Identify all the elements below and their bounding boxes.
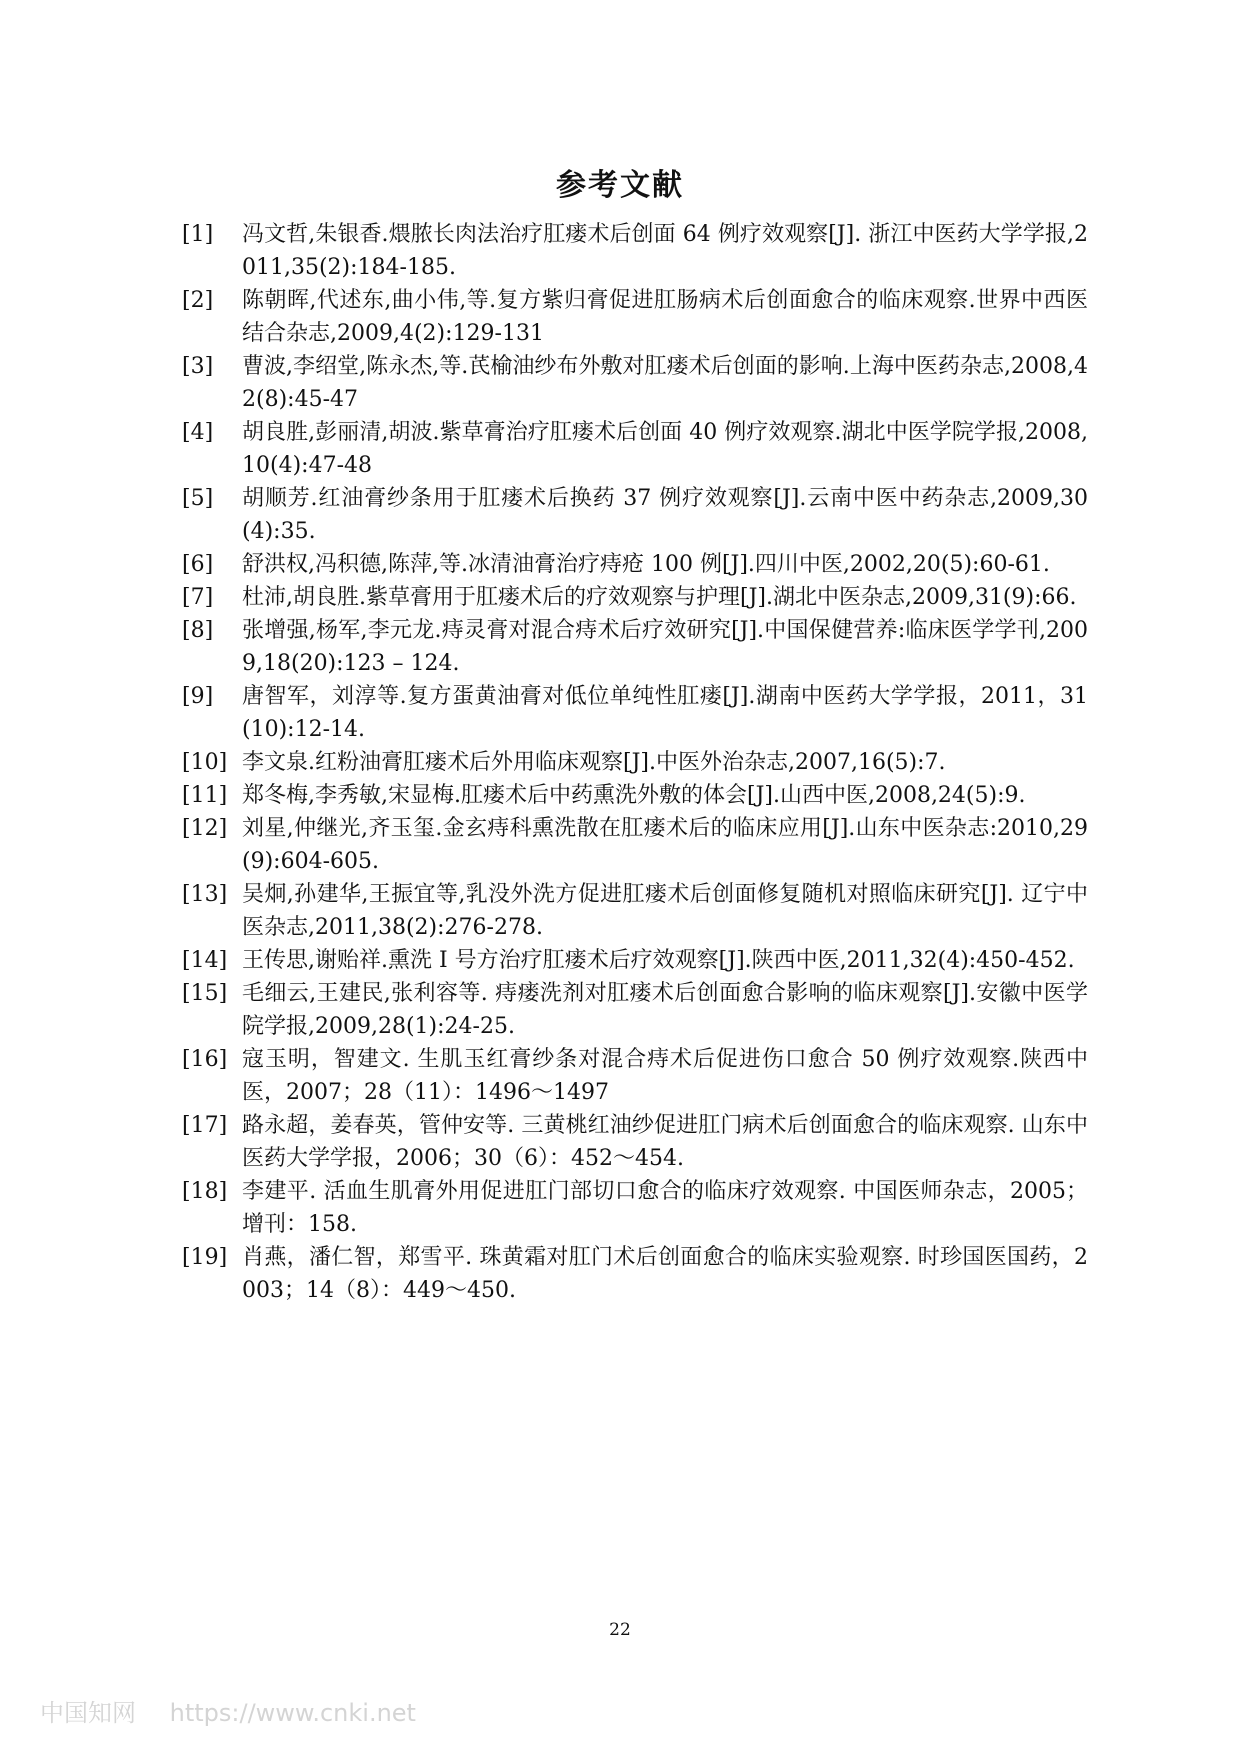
reference-text: 陈朝晖,代述东,曲小伟,等.复方紫归膏促进肛肠病术后创面愈合的临床观察.世界中西医结合杂志,2009,4(2):129-131	[242, 288, 1088, 346]
reference-number: [2]	[182, 288, 214, 313]
reference-text: 吴炯,孙建华,王振宜等,乳没外洗方促进肛瘘术后创面修复随机对照临床研究[J]. 辽宁中医杂志,2011,38(2):276-278.	[242, 882, 1088, 940]
reference-number: [9]	[182, 684, 214, 709]
reference-number: [7]	[182, 585, 214, 610]
reference-text: 曹波,李绍堂,陈永杰,等.芪榆油纱布外敷对肛瘘术后创面的影响.上海中医药杂志,2008,42(8):45-47	[242, 354, 1088, 412]
page-number: 22	[609, 1620, 631, 1640]
reference-text: 郑冬梅,李秀敏,宋显梅.肛瘘术后中药熏洗外敷的体会[J].山西中医,2008,24(5):9.	[242, 783, 1026, 808]
reference-number: [10]	[182, 750, 228, 775]
reference-text: 李文泉.红粉油膏肛瘘术后外用临床观察[J].中医外治杂志,2007,16(5):7.	[242, 750, 946, 775]
reference-number: [16]	[182, 1047, 228, 1072]
reference-text: 冯文哲,朱银香.煨脓长肉法治疗肛瘘术后创面 64 例疗效观察[J]. 浙江中医药大学学报,2011,35(2):184-185.	[242, 222, 1088, 280]
reference-number: [6]	[182, 552, 214, 577]
reference-list	[182, 218, 1088, 1307]
reference-text: 毛细云,王建民,张利容等. 痔瘘洗剂对肛瘘术后创面愈合影响的临床观察[J].安徽中医学院学报,2009,28(1):24-25.	[242, 981, 1088, 1039]
reference-item	[182, 779, 1088, 812]
reference-item	[182, 350, 1088, 416]
reference-number: [18]	[182, 1179, 228, 1204]
reference-text: 寇玉明，智建文. 生肌玉红膏纱条对混合痔术后促进伤口愈合 50 例疗效观察.陕西中医，2007；28（11）：1496～1497	[242, 1047, 1088, 1105]
watermark-url: https://www.cnki.net	[169, 1699, 416, 1727]
reference-number: [12]	[182, 816, 228, 841]
reference-item	[182, 218, 1088, 284]
reference-number: [3]	[182, 354, 214, 379]
reference-item	[182, 1043, 1088, 1109]
reference-number: [17]	[182, 1113, 228, 1138]
reference-item	[182, 746, 1088, 779]
reference-number: [8]	[182, 618, 214, 643]
reference-item	[182, 1175, 1088, 1241]
watermark-brand: 中国知网	[40, 1699, 136, 1727]
reference-number: [1]	[182, 222, 214, 247]
reference-text: 胡顺芳.红油膏纱条用于肛瘘术后换药 37 例疗效观察[J].云南中医中药杂志,2009,30(4):35.	[242, 486, 1088, 544]
reference-text: 胡良胜,彭丽清,胡波.紫草膏治疗肛瘘术后创面 40 例疗效观察.湖北中医学院学报,2008,10(4):47-48	[242, 420, 1088, 478]
reference-number: [5]	[182, 486, 214, 511]
reference-item	[182, 482, 1088, 548]
reference-number: [14]	[182, 948, 228, 973]
reference-item	[182, 977, 1088, 1043]
reference-item	[182, 812, 1088, 878]
reference-number: [15]	[182, 981, 228, 1006]
reference-text: 舒洪权,冯积德,陈萍,等.冰清油膏治疗痔疮 100 例[J].四川中医,2002,20(5):60-61.	[242, 552, 1050, 577]
reference-number: [4]	[182, 420, 214, 445]
reference-number: [19]	[182, 1245, 228, 1270]
reference-text: 路永超，姜春英，管仲安等. 三黄桃红油纱促进肛门病术后创面愈合的临床观察. 山东中医药大学学报，2006；30（6）：452～454.	[242, 1113, 1088, 1171]
reference-text: 李建平. 活血生肌膏外用促进肛门部切口愈合的临床疗效观察. 中国医师杂志，2005；增刊：158.	[242, 1179, 1088, 1237]
page-title: 参考文献	[556, 168, 684, 203]
reference-text: 王传思,谢贻祥.熏洗 I 号方治疗肛瘘术后疗效观察[J].陕西中医,2011,32(4):450-452.	[242, 948, 1075, 973]
reference-text: 唐智军，刘淳等.复方蛋黄油膏对低位单纯性肛瘘[J].湖南中医药大学学报，2011，31(10):12-14.	[242, 684, 1088, 742]
watermark	[40, 1693, 442, 1728]
reference-item	[182, 284, 1088, 350]
reference-text: 杜沛,胡良胜.紫草膏用于肛瘘术后的疗效观察与护理[J].湖北中医杂志,2009,31(9):66.	[242, 585, 1077, 610]
reference-item	[182, 1109, 1088, 1175]
reference-item	[182, 581, 1088, 614]
reference-text: 刘星,仲继光,齐玉玺.金玄痔科熏洗散在肛瘘术后的临床应用[J].山东中医杂志:2010,29(9):604-605.	[242, 816, 1088, 874]
reference-item	[182, 614, 1088, 680]
reference-text: 张增强,杨军,李元龙.痔灵膏对混合痔术后疗效研究[J].中国保健营养:临床医学学刊,2009,18(20):123 – 124.	[242, 618, 1088, 676]
reference-number: [11]	[182, 783, 228, 808]
reference-item	[182, 944, 1088, 977]
reference-item	[182, 680, 1088, 746]
reference-item	[182, 548, 1088, 581]
reference-item	[182, 1241, 1088, 1307]
reference-item	[182, 416, 1088, 482]
reference-number: [13]	[182, 882, 228, 907]
reference-item	[182, 878, 1088, 944]
reference-text: 肖燕，潘仁智，郑雪平. 珠黄霜对肛门术后创面愈合的临床实验观察. 时珍国医国药，2003；14（8）：449～450.	[242, 1245, 1088, 1303]
